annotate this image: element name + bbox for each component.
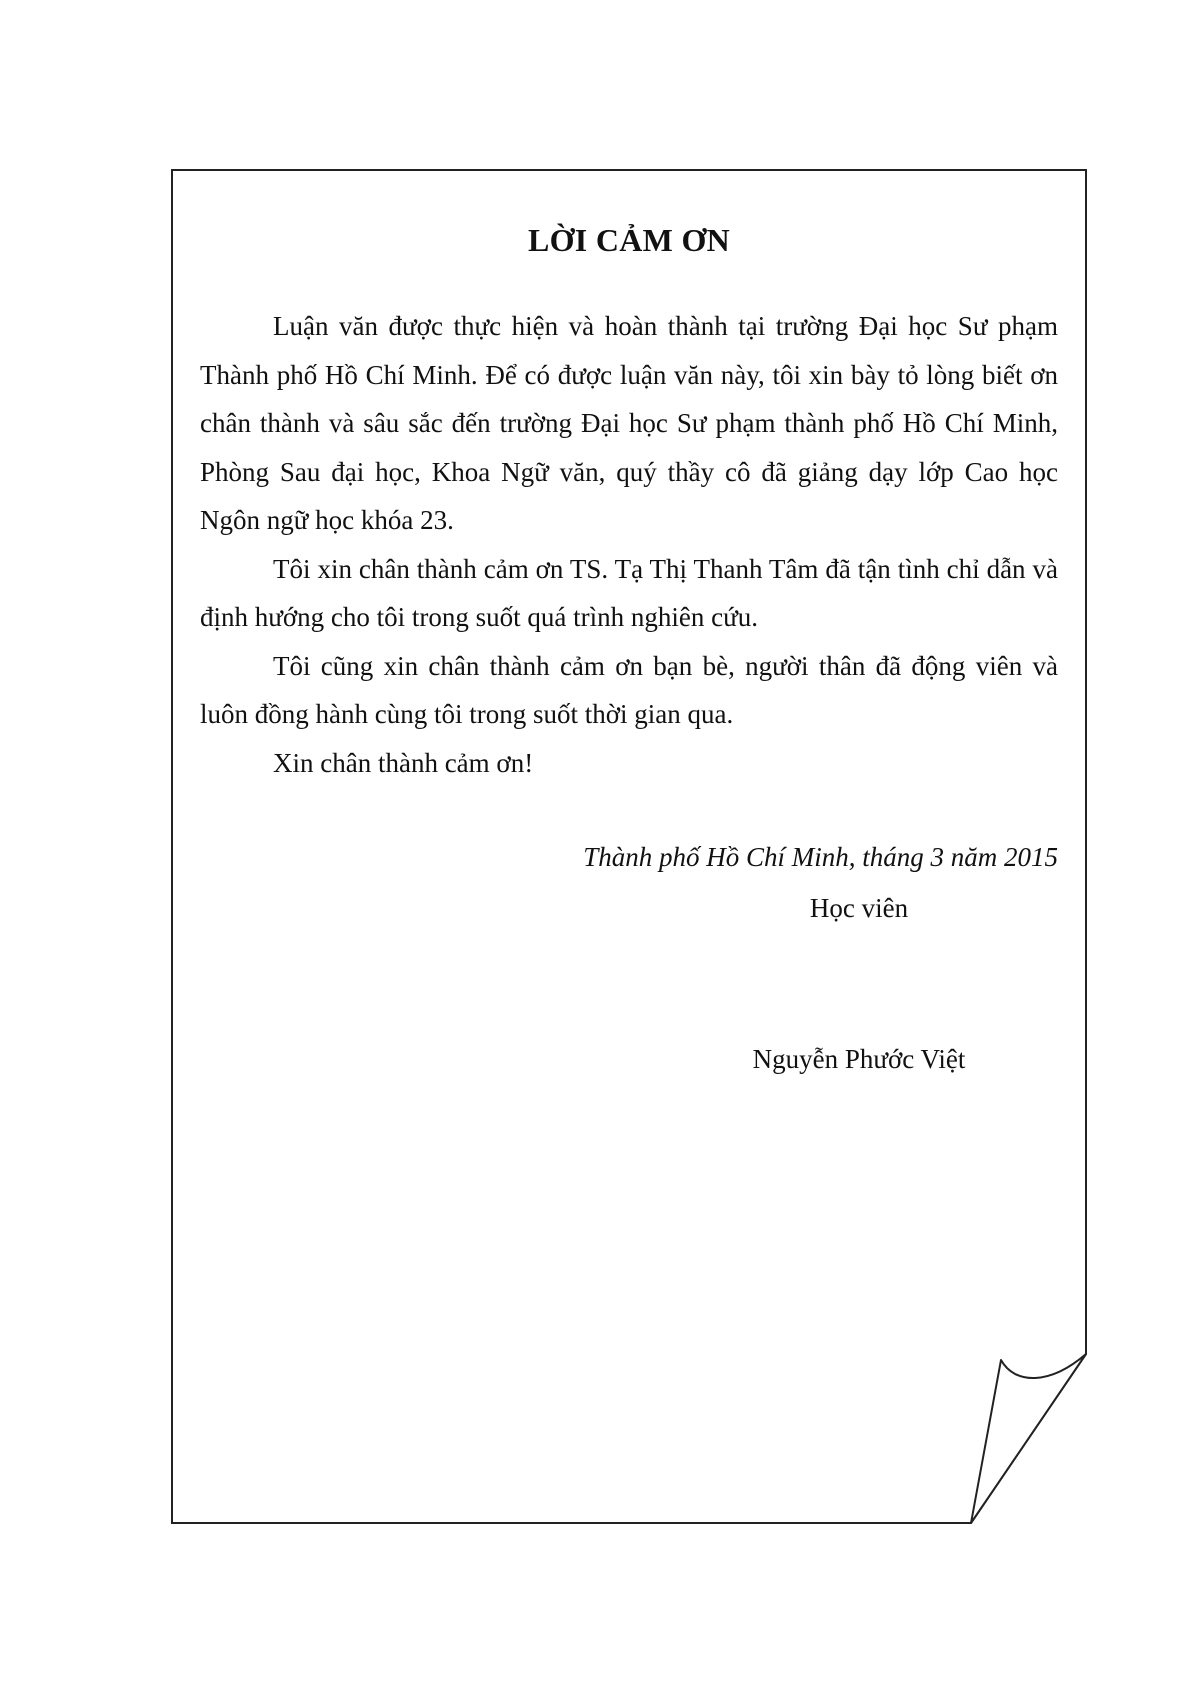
author-name: Nguyễn Phước Việt bbox=[752, 1044, 966, 1074]
page-title: LỜI CẢM ƠN bbox=[527, 222, 731, 258]
place-date: Thành phố Hồ Chí Minh, tháng 3 năm 2015 bbox=[583, 842, 1058, 872]
paragraph: Tôi cũng xin chân thành cảm ơn bạn bè, người thân đã động viên và luôn đồng hành cùng tôi trong suốt thời gian qua. bbox=[200, 650, 1058, 729]
paragraph: Xin chân thành cảm ơn! bbox=[273, 747, 534, 778]
paragraph: Tôi xin chân thành cảm ơn TS. Tạ Thị Thanh Tâm đã tận tình chỉ dẫn và định hướng cho tôi trong suốt quá trình nghiên cứu. bbox=[200, 553, 1058, 632]
page-curl-icon bbox=[971, 1354, 1086, 1523]
paragraph: Luận văn được thực hiện và hoàn thành tại trường Đại học Sư phạm Thành phố Hồ Chí Minh. Để có được luận văn này, tôi xin bày tỏ lòng biết ơn chân thành và sâu sắc đến trường Đại học Sư phạm thành phố Hồ Chí Minh, Phòng Sau đại học, Khoa Ngữ văn, quý thầy cô đã giảng dạy lớp Cao học Ngôn ngữ học khóa 23. bbox=[200, 311, 1058, 535]
acknowledgement-body bbox=[200, 302, 1058, 787]
signer-role: Học viên bbox=[809, 893, 909, 923]
